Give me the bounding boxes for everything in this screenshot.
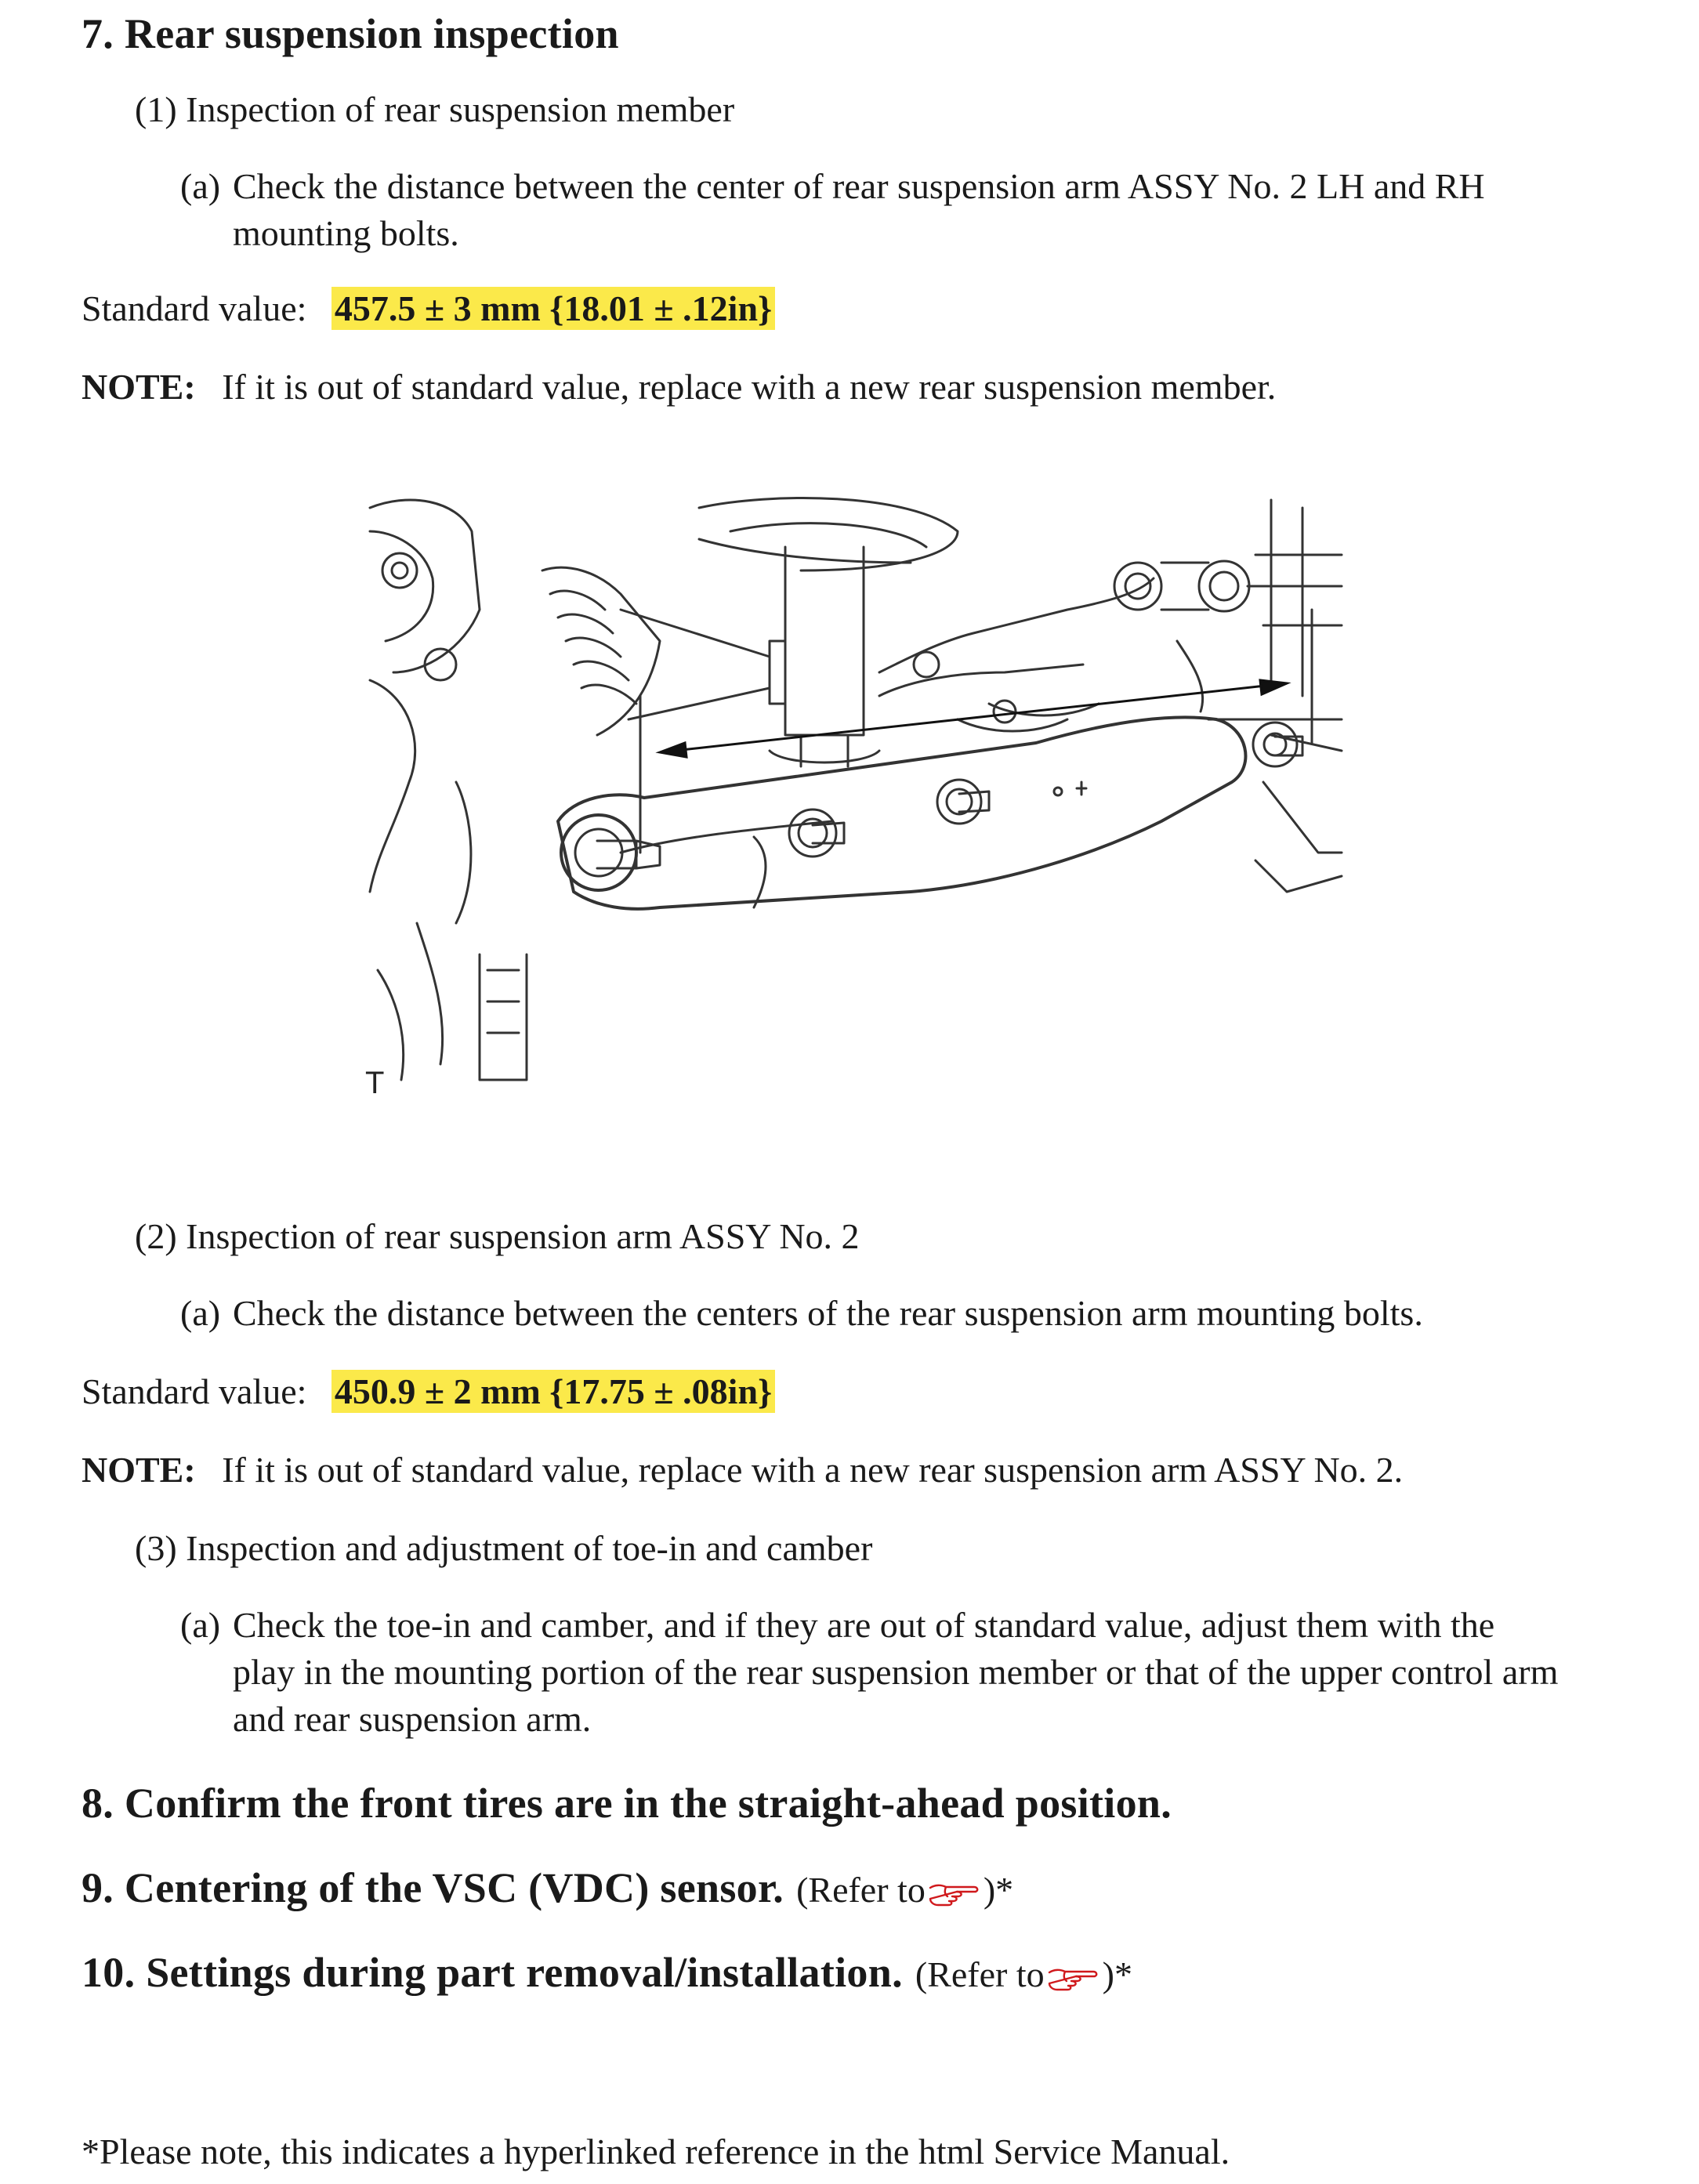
section-9-ref-close: )* bbox=[983, 1870, 1014, 1910]
subsection-2-step-a-marker: (a) bbox=[180, 1293, 221, 1333]
subsection-1-step-a-line-1: Check the distance between the center of rear suspension arm ASSY No. 2 LH and RH bbox=[233, 166, 1485, 206]
subsection-2-title: (2) Inspection of rear suspension arm ASSY No. 2 bbox=[135, 1216, 860, 1256]
section-10-heading: 10. Settings during part removal/installation. bbox=[82, 1949, 903, 1996]
subsection-3-step-a-marker: (a) bbox=[180, 1605, 221, 1645]
section-9-heading: 9. Centering of the VSC (VDC) sensor. bbox=[82, 1864, 784, 1911]
subsection-1-title: (1) Inspection of rear suspension member bbox=[135, 89, 735, 129]
standard-value-row-1 bbox=[82, 285, 775, 332]
section-9-ref-open: (Refer to bbox=[796, 1870, 926, 1910]
standard-value-row-2 bbox=[82, 1368, 775, 1415]
standard-value-highlight: 450.9 ± 2 mm {17.75 ± .08in} bbox=[331, 1370, 775, 1413]
section-10-ref-open: (Refer to bbox=[915, 1954, 1045, 1994]
section-10-row bbox=[82, 1948, 1132, 1997]
footer-note: *Please note, this indicates a hyperlinked reference in the html Service Manual. bbox=[82, 2131, 1230, 2171]
note-row-2 bbox=[82, 1447, 1403, 1494]
standard-value-label: Standard value: bbox=[82, 1371, 307, 1411]
subsection-3-step-a-line-2: play in the mounting portion of the rear suspension member or that of the upper control arm bbox=[233, 1652, 1559, 1692]
note-text: If it is out of standard value, replace with a new rear suspension arm ASSY No. 2. bbox=[222, 1450, 1404, 1490]
section-8-heading: 8. Confirm the front tires are in the straight-ahead position. bbox=[82, 1780, 1172, 1827]
subsection-3-title: (3) Inspection and adjustment of toe-in and camber bbox=[135, 1528, 873, 1568]
subsection-1-step-a-marker: (a) bbox=[180, 166, 221, 206]
standard-value-highlight: 457.5 ± 3 mm {18.01 ± .12in} bbox=[331, 287, 775, 330]
note-label: NOTE: bbox=[82, 367, 196, 407]
note-label: NOTE: bbox=[82, 1450, 196, 1490]
pointing-hand-icon[interactable] bbox=[1046, 1965, 1101, 1995]
section-10-ref-close: )* bbox=[1102, 1954, 1132, 1994]
rear-suspension-diagram bbox=[362, 484, 1351, 1103]
note-row-1 bbox=[82, 364, 1276, 411]
subsection-3-step-a-line-1: Check the toe-in and camber, and if they are out of standard value, adjust them with the bbox=[233, 1605, 1495, 1645]
standard-value-label: Standard value: bbox=[82, 288, 307, 328]
subsection-2-step-a-line-1: Check the distance between the centers of the rear suspension arm mounting bolts. bbox=[233, 1293, 1423, 1333]
section-7-heading: 7. Rear suspension inspection bbox=[82, 10, 619, 57]
subsection-1-step-a-line-2: mounting bolts. bbox=[233, 213, 459, 253]
subsection-3-step-a-line-3: and rear suspension arm. bbox=[233, 1699, 592, 1739]
figure-label: T bbox=[365, 1066, 385, 1100]
section-9-row bbox=[82, 1863, 1013, 1912]
pointing-hand-icon[interactable] bbox=[927, 1880, 982, 1911]
note-text: If it is out of standard value, replace with a new rear suspension member. bbox=[222, 367, 1277, 407]
